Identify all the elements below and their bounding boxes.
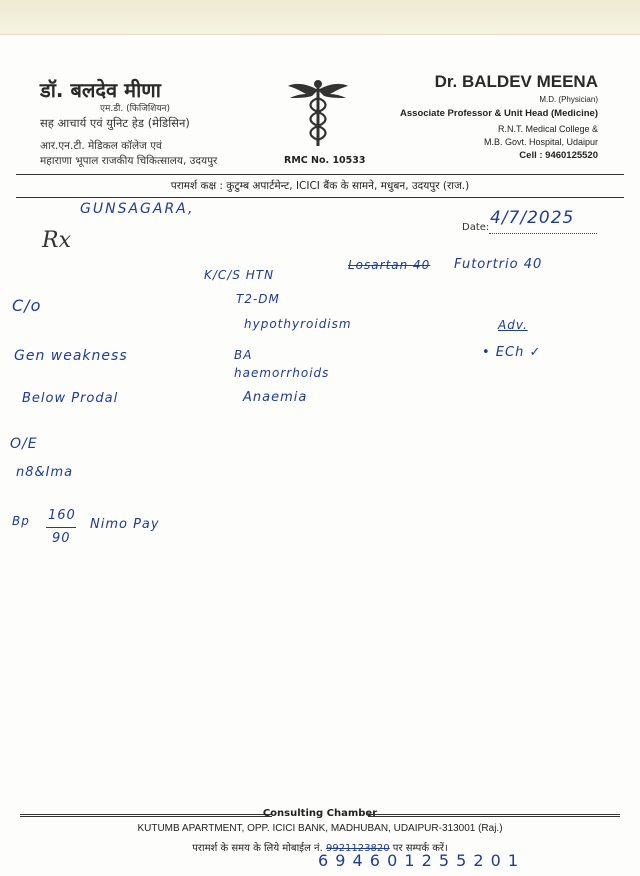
- college-english-line2: M.B. Govt. Hospital, Udaipur: [483, 137, 598, 147]
- exam-finding: n8&Ima: [16, 465, 74, 480]
- footer-address: KUTUMB APARTMENT, OPP. ICICI BANK, MADHUBAN, UDAIPUR-313001 (Raj.): [137, 823, 503, 834]
- header-rule-top: [16, 174, 624, 175]
- doctor-cell: Cell : 9460125520: [519, 150, 598, 161]
- doctor-title-english: Associate Professor & Unit Head (Medicine): [400, 108, 598, 119]
- doctor-name-hindi: डॉ. बलदेव मीणा: [40, 78, 161, 102]
- date-label: Date:: [462, 222, 490, 233]
- complaint-general-weakness: Gen weakness: [14, 348, 128, 364]
- complaint-heading: C/o: [12, 296, 42, 315]
- footer-mobile-suffix: पर सम्पर्क करें।: [392, 843, 448, 854]
- history-ba: BA: [234, 348, 253, 362]
- advice-ecg: • ECh ✓: [482, 345, 542, 360]
- history-hypothyroidism: hypothyroidism: [244, 317, 352, 331]
- scan-edge: [0, 0, 640, 35]
- date-value: 4/7/2025: [490, 208, 575, 228]
- footer-mobile-prefix: परामर्श के समय के लिये मोबाईल नं.: [192, 843, 323, 854]
- footer-new-number: 6 9 4 6 0 1 2 5 5 2 0 1: [318, 851, 520, 870]
- doctor-name-english: Dr. BALDEV MEENA: [434, 72, 598, 91]
- bp-label: Bp: [12, 514, 30, 528]
- doctor-degree-hindi: एम.डी. (फिजिशियन): [100, 104, 171, 114]
- college-hindi: आर.एन.टी. मेडिकल कॉलेज एवं: [40, 140, 162, 152]
- doctor-degree-english: M.D. (Physician): [539, 95, 598, 104]
- hospital-hindi: महाराणा भूपाल राजकीय चिकित्सालय, उदयपुर: [40, 155, 218, 167]
- bp-fraction-line: [46, 527, 76, 528]
- footer-mobile-struck: 9921123820: [325, 843, 390, 854]
- medication-futortrio: Futortrio 40: [454, 257, 543, 272]
- rmc-number: RMC No. 10533: [284, 155, 366, 166]
- history-haemorrhoids: haemorrhoids: [234, 366, 330, 380]
- history-known-case: K/C/S HTN: [204, 268, 275, 282]
- patient-name: GUNSAGARA,: [80, 201, 195, 217]
- medication-struck: Losartan 40: [348, 258, 431, 272]
- footer-title: Consulting Chamber: [262, 808, 378, 819]
- bp-systolic: 160: [48, 508, 76, 523]
- rx-symbol: Rx: [42, 228, 71, 253]
- bp-note: Nimo Pay: [90, 517, 160, 532]
- college-english-line1: R.N.T. Medical College &: [497, 124, 598, 134]
- caduceus-icon: [286, 76, 350, 148]
- bp-diastolic: 90: [52, 531, 71, 546]
- doctor-title-hindi: सह आचार्य एवं युनिट हेड (मेडिसिन): [40, 116, 190, 130]
- history-diabetes: T2-DM: [236, 292, 280, 306]
- header-rule-bottom: [16, 197, 624, 198]
- complaint-below: Below Prodal: [22, 391, 119, 406]
- footer-rule-right: [368, 814, 620, 817]
- date-line: [489, 233, 597, 234]
- history-anaemia: Anaemia: [243, 390, 308, 405]
- exam-heading: O/E: [10, 436, 38, 452]
- consulting-address-hindi: परामर्श कक्ष : कुटुम्ब अपार्टमेन्ट, ICICI बैंक के सामने, मधुबन, उदयपुर (राज.): [170, 180, 470, 192]
- advice-heading: Adv.: [498, 318, 528, 332]
